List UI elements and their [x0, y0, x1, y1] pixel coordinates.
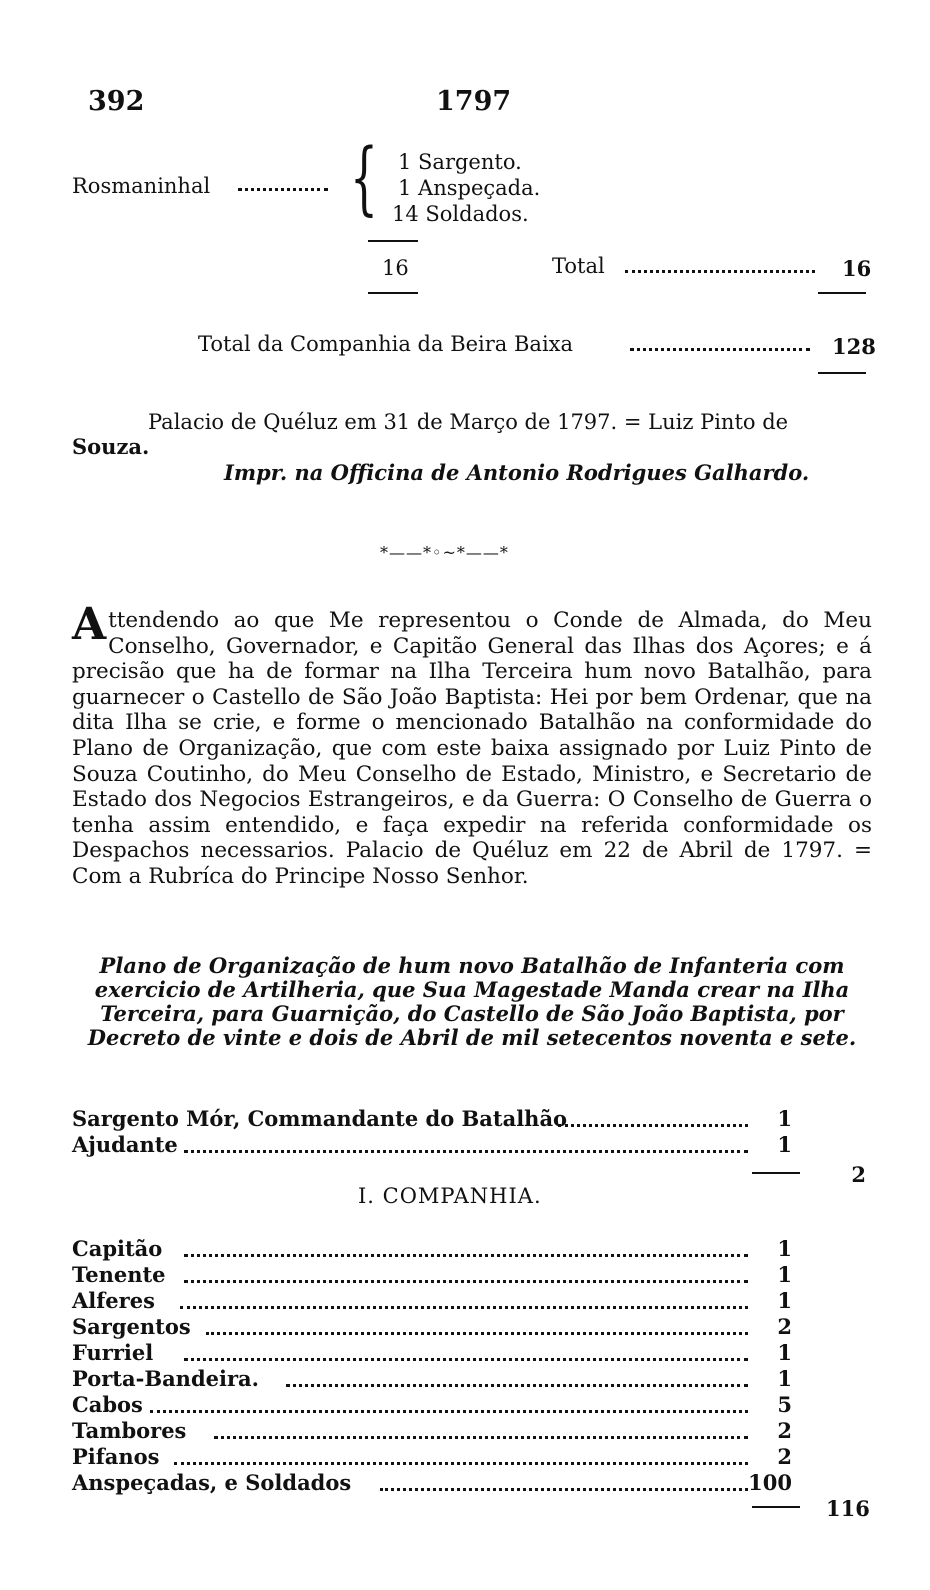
company-row: [72, 1340, 153, 1365]
leader-dots: [206, 1332, 748, 1335]
signature-line: Palacio de Quéluz em 31 de Março de 1797. = Luiz Pinto de: [148, 410, 789, 434]
page-year: 1797: [436, 86, 512, 117]
row-value: 1: [777, 1236, 792, 1261]
row-label: Pifanos: [72, 1444, 160, 1469]
row-label: Alferes: [72, 1288, 155, 1313]
leader-dots: [238, 188, 328, 191]
rosmaninhal-item: 14 Soldados.: [392, 202, 529, 226]
company-total-count: 116: [826, 1496, 870, 1521]
row-label: Sargento Mór, Commandante do Batalhão: [72, 1106, 568, 1131]
company-row: [72, 1418, 186, 1443]
row-label: Cabos: [72, 1392, 143, 1417]
staff-row: [72, 1132, 178, 1157]
leader-dots: [150, 1410, 748, 1413]
row-label: Capitão: [72, 1236, 163, 1261]
row-value: 5: [777, 1392, 792, 1417]
row-label: Tambores: [72, 1418, 187, 1443]
leader-dots: [184, 1254, 748, 1257]
company-total-label: Total da Companhia da Beira Baixa: [198, 332, 574, 356]
row-value: 2: [777, 1444, 792, 1469]
row-value: 1: [777, 1106, 792, 1131]
leader-dots: [380, 1488, 748, 1491]
rosmaninhal-item: 1 Sargento.: [398, 150, 522, 174]
rosmaninhal-total: 16: [842, 256, 872, 281]
total-label: Total: [552, 254, 605, 278]
total-rule: [818, 292, 866, 294]
leader-dots: [286, 1384, 748, 1387]
company-total-value: 128: [832, 334, 876, 359]
drop-cap: A: [72, 599, 107, 650]
total-rule: [752, 1506, 800, 1508]
decree-paragraph: [72, 599, 872, 890]
row-value: 1: [777, 1366, 792, 1391]
leader-dots: [174, 1462, 748, 1465]
row-value: 100: [748, 1470, 792, 1495]
row-label: Tenente: [72, 1262, 166, 1287]
plan-title: Plano de Organização de hum novo Batalhão de Infanteria com exercicio de Artilheria, que Sua Magestade Manda crear na Ilha Terceira, para Guarnição, do Castello de São João Baptista, por Decreto de vinte e dois de Abril de mil setecentos noventa e sete.: [87, 953, 857, 1050]
subtotal-rule: [368, 240, 418, 242]
row-value: 1: [777, 1132, 792, 1157]
rosmaninhal-subtotal: 16: [382, 256, 409, 280]
decree-text: ttendendo ao que Me representou o Conde de Almada, do Meu Conselho, Governador, e Capitão General das Ilhas dos Açores; e á precisão que ha de formar na Ilha Terceira hum novo Batalhão, para guarnecer o Castello de São João Baptista: Hei por bem Ordenar, que na dita Ilha se crie, e forme o mencionado Batalhão na conformidade do Plano de Organização, que com este baixa assignado por Luiz Pinto de Souza Coutinho, do Meu Conselho de Estado, Ministro, e Secretario de Estado dos Negocios Estrangeiros, e da Guerra: O Conselho de Guerra o tenha assim entendido, e faça expedir na referida conformidade os Despachos necessarios. Palacio de Quéluz em 22 de Abril de 1797. = Com a Rubríca do Principe Nosso Senhor.: [72, 608, 872, 889]
row-value: 1: [777, 1340, 792, 1365]
row-value: 2: [777, 1418, 792, 1443]
row-value: 1: [777, 1288, 792, 1313]
rosmaninhal-item: 1 Anspeçada.: [398, 176, 541, 200]
brace: {: [350, 131, 378, 224]
company-row: [72, 1288, 155, 1313]
row-label: Anspeçadas, e Soldados: [72, 1470, 352, 1495]
leader-dots: [625, 270, 815, 273]
company-row: [72, 1392, 143, 1417]
place-name: Rosmaninhal: [72, 174, 211, 198]
total-rule: [818, 372, 866, 374]
total-rule: [752, 1172, 800, 1174]
page-number: 392: [88, 86, 145, 117]
signature-line: Souza.: [72, 434, 150, 459]
row-label: Porta-Bandeira.: [72, 1366, 259, 1391]
company-row: [72, 1262, 166, 1287]
company-row: [72, 1236, 162, 1261]
staff-row: [72, 1106, 567, 1131]
leader-dots: [630, 348, 810, 351]
leader-dots: [184, 1280, 748, 1283]
company-row: [72, 1366, 259, 1391]
company-heading: I. COMPANHIA.: [358, 1184, 542, 1208]
ornament-divider: *——*◦~*——*: [380, 543, 509, 562]
company-row: [72, 1470, 351, 1495]
leader-dots: [558, 1124, 748, 1127]
company-row: [72, 1444, 160, 1469]
row-value: 1: [777, 1262, 792, 1287]
company-row: [72, 1314, 191, 1339]
row-value: 2: [777, 1314, 792, 1339]
imprint-line: Impr. na Officina de Antonio Rodrigues Galhardo.: [224, 460, 810, 485]
staff-total: 2: [851, 1162, 866, 1187]
subtotal-rule: [368, 292, 418, 294]
leader-dots: [184, 1358, 748, 1361]
leader-dots: [180, 1306, 748, 1309]
leader-dots: [184, 1150, 748, 1153]
leader-dots: [214, 1436, 748, 1439]
row-label: Furriel: [72, 1340, 154, 1365]
row-label: Ajudante: [72, 1132, 178, 1157]
row-label: Sargentos: [72, 1314, 191, 1339]
